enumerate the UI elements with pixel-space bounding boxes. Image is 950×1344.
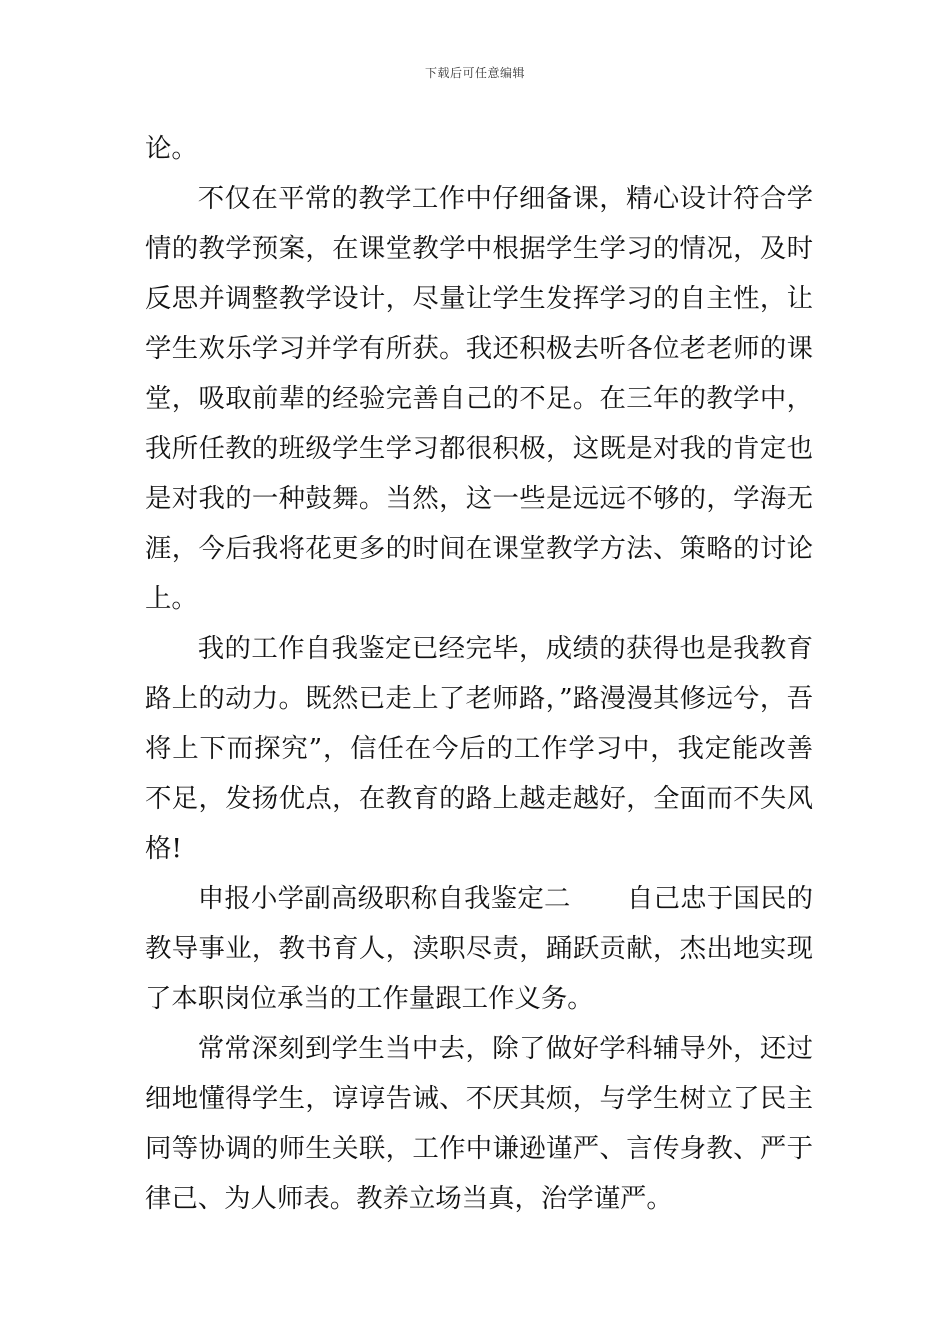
paragraph-section-two [145,874,813,1024]
paragraph-text: 论。 [145,133,198,164]
paragraph-teaching-practice [145,174,813,624]
paragraph-text: 自己忠于国民的教导事业，教书育人，渎职尽责，踊跃贡献，杰出地实现了本职岗位承当的工作量跟工作义务。 [145,883,814,1014]
document-body [145,124,813,1224]
paragraph-text: 常常深刻到学生当中去，除了做好学科辅导外，还过细地懂得学生，谆谆告诫、不厌其烦，与学生树立了民主同等协调的师生关联，工作中谦逊谨严、言传身教、严于律己、为人师表。教养立场当真，治学谨严。 [145,1033,813,1214]
paragraph-student-relations [145,1024,813,1224]
page-header: 下载后可任意编辑 [424,66,525,80]
paragraph-continuation [145,124,813,174]
section-heading: 申报小学副高级职称自我鉴定二 [197,883,571,914]
paragraph-conclusion [145,624,813,874]
paragraph-text: 我的工作自我鉴定已经完毕，成绩的获得也是我教育路上的动力。既然已走上了老师路，”路漫漫其修远兮，吾将上下而探究”，信任在今后的工作学习中，我定能改善不足，发扬优点，在教育的路上越走越好，全面而不失风格! [145,633,813,864]
paragraph-text: 不仅在平常的教学工作中仔细备课，精心设计符合学情的教学预案，在课堂教学中根据学生学习的情况，及时反思并调整教学设计，尽量让学生发挥学习的自主性，让学生欢乐学习并学有所获。我还积极去听各位老老师的课堂，吸取前辈的经验完善自己的不足。在三年的教学中，我所任教的班级学生学习都很积极，这既是对我的肯定也是对我的一种鼓舞。当然，这一些是远远不够的，学海无涯，今后我将花更多的时间在课堂教学方法、策略的讨论上。 [145,183,813,614]
